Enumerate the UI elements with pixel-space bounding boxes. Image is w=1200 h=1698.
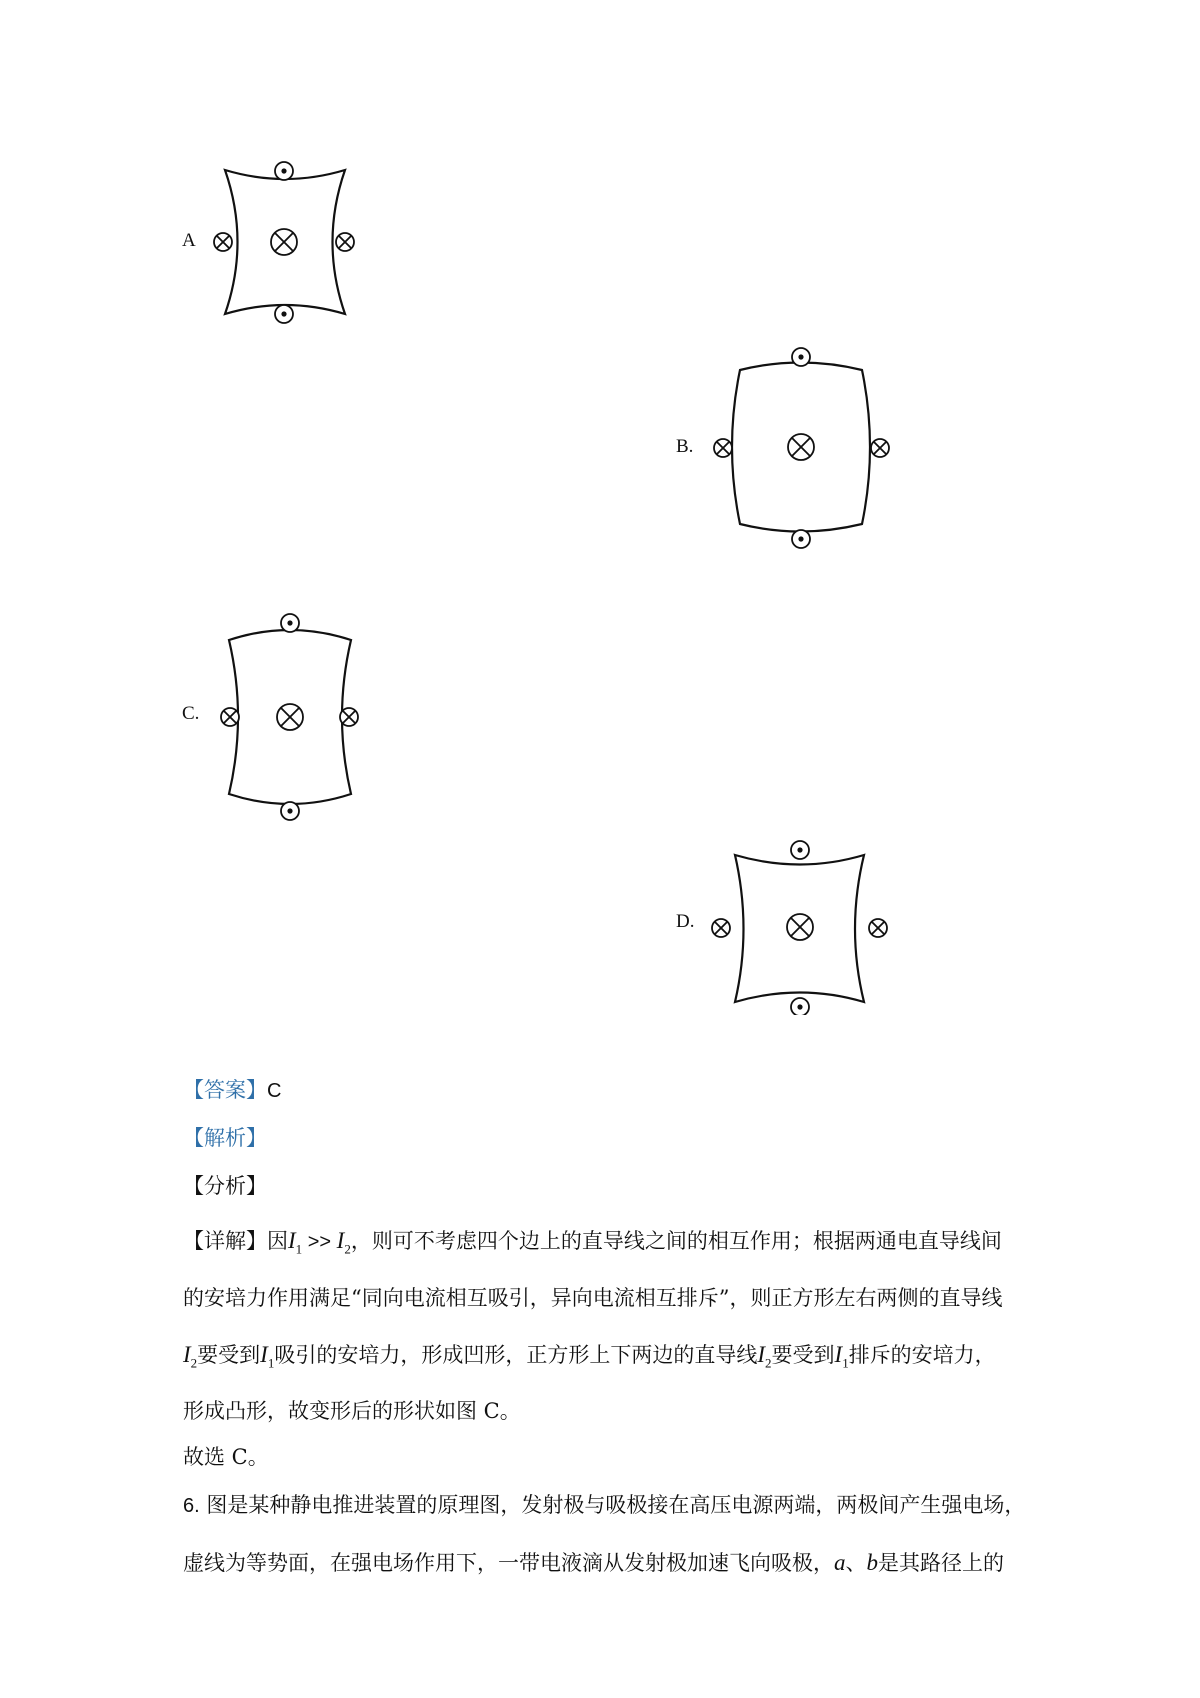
symbol-i1: $I_1$	[288, 1228, 303, 1257]
detail-text: 因	[267, 1229, 288, 1253]
current-in-icon-right	[336, 233, 354, 251]
detail-text: 吸引的安培力，形成凹形，正方形上下两边的直导线	[274, 1343, 758, 1367]
symbol-i2: $I_2$	[757, 1342, 772, 1371]
question-text: 虚线为等势面，在强电场作用下，一带电液滴从发射极加速飞向吸极，	[183, 1551, 834, 1575]
current-in-icon-left	[712, 919, 730, 937]
current-in-icon-left	[214, 233, 232, 251]
option-c-figure	[205, 606, 375, 828]
option-c-label: C.	[182, 703, 200, 724]
fenxi-line	[183, 1171, 267, 1201]
current-in-icon-center	[277, 704, 303, 730]
current-in-icon-center	[787, 914, 813, 940]
detail-text: 要受到	[771, 1343, 835, 1367]
current-in-icon-center	[788, 434, 814, 460]
detail-text: 形成凸形，故变形后的形状如图 C。	[183, 1399, 521, 1423]
question-6-line-2	[183, 1548, 1004, 1578]
current-out-icon-top	[281, 614, 299, 632]
analysis-line	[183, 1123, 267, 1153]
current-in-icon-right	[340, 708, 358, 726]
detail-line-3	[183, 1340, 996, 1379]
option-d-figure	[700, 830, 900, 1015]
symbol-i1: $I_1$	[260, 1342, 275, 1371]
current-in-icon-left	[221, 708, 239, 726]
detail-text: 要受到	[197, 1343, 261, 1367]
symbol-b: b	[866, 1550, 878, 1575]
symbol-a: a	[834, 1550, 846, 1575]
current-out-icon-top	[792, 348, 810, 366]
question-text: 图是某种静电推进装置的原理图，发射极与吸极接在高压电源两端，两极间产生强电场，	[206, 1493, 1026, 1517]
question-number: 6.	[183, 1495, 200, 1517]
analysis-tag: 【解析】	[183, 1126, 267, 1150]
current-out-icon-bottom	[281, 802, 299, 820]
question-6-line-1	[183, 1490, 1025, 1521]
current-out-icon-top	[791, 841, 809, 859]
conclusion-line	[183, 1442, 269, 1472]
current-out-icon-bottom	[791, 998, 809, 1015]
much-greater-sign: >>	[302, 1231, 337, 1253]
option-b-figure	[700, 340, 900, 560]
answer-line	[183, 1075, 281, 1106]
current-in-icon-right	[871, 439, 889, 457]
option-a-figure	[200, 150, 370, 330]
detail-text: ，则可不考虑四个边上的直导线之间的相互作用；根据两通电直导线间	[350, 1229, 1002, 1253]
symbol-i2: $I_2$	[183, 1342, 198, 1371]
current-in-icon-left	[714, 439, 732, 457]
current-out-icon-bottom	[792, 530, 810, 548]
answer-tag: 【答案】	[183, 1078, 267, 1102]
answer-value: C	[267, 1080, 282, 1102]
detail-tag: 【详解】	[183, 1229, 267, 1253]
current-in-icon-right	[869, 919, 887, 937]
option-d-label: D.	[676, 911, 695, 932]
detail-line-4	[183, 1396, 521, 1426]
current-out-icon-bottom	[275, 305, 293, 323]
option-b-label: B.	[676, 436, 694, 457]
detail-line-2	[183, 1283, 1002, 1313]
symbol-i1: $I_1$	[834, 1342, 849, 1371]
question-text: 是其路径上的	[878, 1551, 1004, 1575]
current-in-icon-center	[271, 229, 297, 255]
detail-text: 排斥的安培力，	[848, 1343, 996, 1367]
option-a-label: A	[182, 230, 196, 251]
symbol-i2: $I_2$	[336, 1228, 351, 1257]
current-out-icon-top	[275, 162, 293, 180]
fenxi-tag: 【分析】	[183, 1174, 267, 1198]
detail-text: 的安培力作用满足“同向电流相互吸引，异向电流相互排斥”，则正方形左右两侧的直导线	[183, 1286, 1003, 1310]
detail-line-1	[183, 1226, 1002, 1265]
question-text: 、	[845, 1551, 867, 1575]
conclusion-text: 故选 C。	[183, 1445, 269, 1469]
